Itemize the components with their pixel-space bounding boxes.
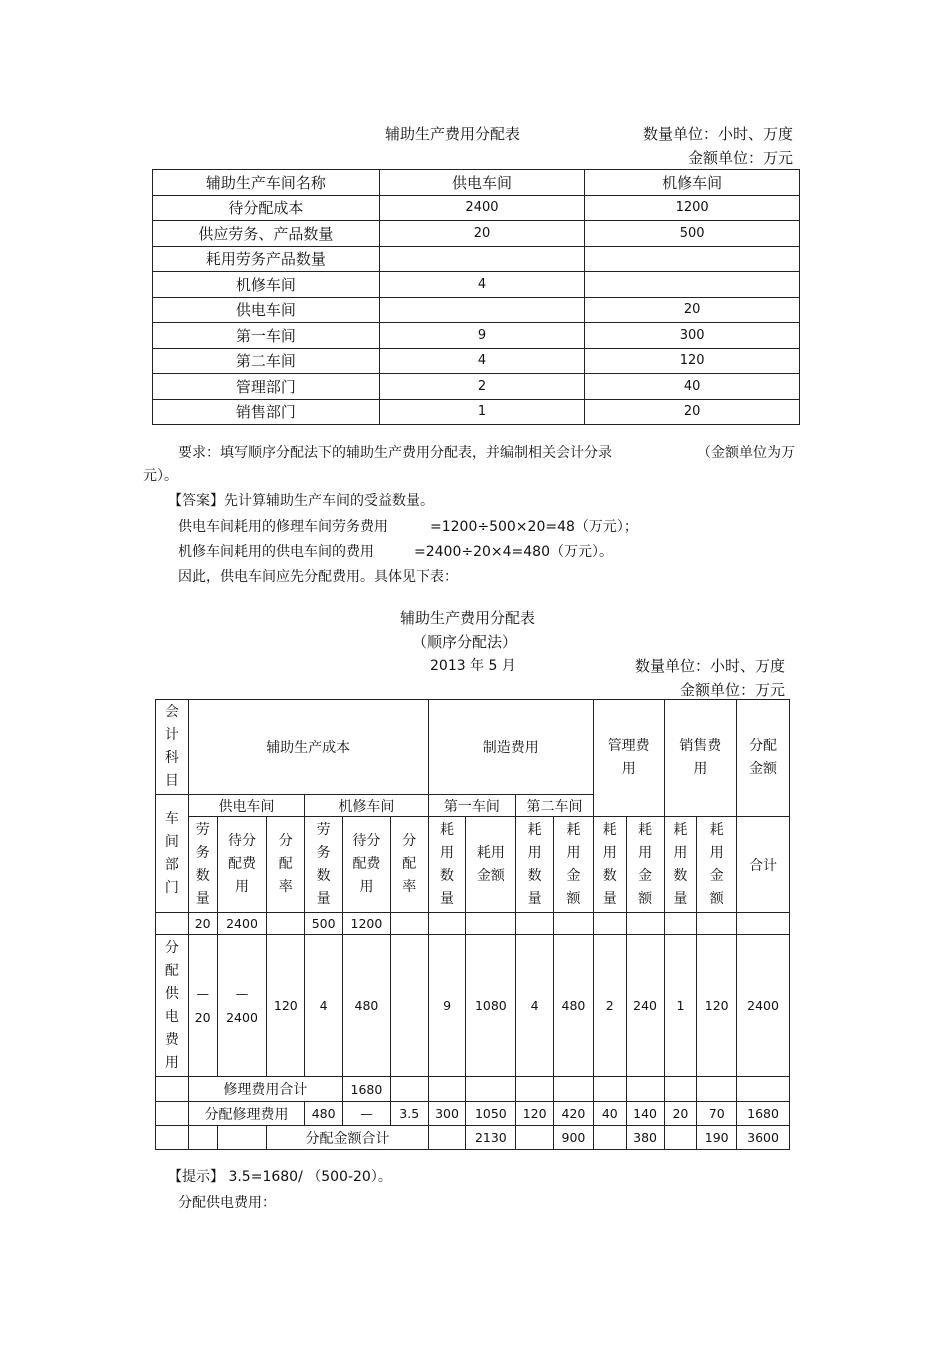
table2 — [155, 699, 790, 1150]
col-use-qty: 耗用数量 — [593, 817, 626, 913]
table2-unit-qty: 数量单位：小时、万度 — [634, 657, 785, 675]
cell: 1680 — [343, 1077, 391, 1102]
cell: 3.5 — [390, 1102, 428, 1126]
cell: 900 — [554, 1126, 594, 1150]
table1-header-cell: 供电车间 — [379, 170, 585, 196]
cell: 140 — [626, 1102, 664, 1126]
col-alloc-rate: 分配率 — [390, 817, 428, 913]
cell — [188, 1126, 217, 1150]
power-alloc-label: 分配供电费用 — [156, 935, 189, 1077]
col-use-amount: 耗用金额 — [466, 817, 516, 913]
cell: 500 — [305, 913, 343, 935]
cell — [428, 1126, 466, 1150]
table-row — [153, 297, 800, 323]
table1-header-cell: 辅助生产车间名称 — [153, 170, 380, 196]
cell: 120 — [585, 348, 800, 374]
row-label: 管理部门 — [153, 374, 380, 400]
cell — [390, 935, 428, 1077]
cell: 40 — [585, 374, 800, 400]
repair-alloc-label: 分配修理费用 — [188, 1102, 304, 1126]
power-alloc-heading: 分配供电费用： — [178, 1195, 276, 1211]
cell: 9 — [428, 935, 466, 1077]
cell — [428, 913, 466, 935]
cell — [217, 1126, 267, 1150]
cell — [267, 913, 305, 935]
aux-cost-header: 辅助生产成本 — [188, 700, 428, 795]
cell: — 2400 — [217, 935, 267, 1077]
cell — [697, 913, 737, 935]
cell: 4 — [305, 935, 343, 1077]
col-use-amount: 耗用金额 — [626, 817, 664, 913]
cell: 480 — [554, 935, 594, 1077]
cell — [664, 1126, 697, 1150]
table-row — [156, 913, 790, 935]
workshop-1-header: 第一车间 — [428, 795, 516, 817]
col-service-qty: 劳务数量 — [305, 817, 343, 913]
cell — [390, 913, 428, 935]
cell: 2130 — [466, 1126, 516, 1150]
cell: — — [343, 1102, 391, 1126]
row-label: 机修车间 — [153, 272, 380, 298]
col-use-qty: 耗用数量 — [516, 817, 554, 913]
table-row — [153, 272, 800, 298]
cell: 300 — [428, 1102, 466, 1126]
cell — [697, 1077, 737, 1102]
cell: 4 — [516, 935, 554, 1077]
cell: 2400 — [737, 935, 790, 1077]
table1-unit-qty: 数量单位：小时、万度 — [642, 125, 793, 143]
cell: 500 — [585, 221, 800, 247]
table-row — [156, 1102, 790, 1126]
cell: 1 — [379, 399, 585, 425]
cell: 240 — [626, 935, 664, 1077]
cell — [554, 1077, 594, 1102]
cell: 120 — [697, 935, 737, 1077]
cell — [593, 913, 626, 935]
row-label: 第一车间 — [153, 323, 380, 349]
table-row — [153, 323, 800, 349]
cell: 2 — [593, 935, 626, 1077]
table-row — [153, 399, 800, 425]
cell: 1 — [664, 935, 697, 1077]
cell: 20 — [188, 913, 217, 935]
cell: 120 — [516, 1102, 554, 1126]
row-label: 销售部门 — [153, 399, 380, 425]
cell — [516, 1077, 554, 1102]
cell — [585, 246, 800, 272]
table1 — [152, 169, 800, 425]
row-label: 待分配成本 — [153, 195, 380, 221]
table1-header-row — [153, 170, 800, 196]
cell — [626, 1077, 664, 1102]
cell: 2400 — [217, 913, 267, 935]
table-row — [153, 348, 800, 374]
calc-line-2b: =2400÷20×4=480（万元）。 — [414, 544, 613, 560]
requirement-text: 要求：填写顺序分配法下的辅助生产费用分配表，并编制相关会计分录 — [178, 445, 612, 461]
row-label: 耗用劳务产品数量 — [153, 246, 380, 272]
cell — [737, 913, 790, 935]
sales-cost-header: 销售费用 — [664, 700, 737, 817]
answer-heading: 【答案】先计算辅助生产车间的受益数量。 — [168, 493, 434, 509]
table1-header-cell: 机修车间 — [585, 170, 800, 196]
requirement-text-cont: 元）。 — [143, 468, 178, 484]
cell: 1200 — [343, 913, 391, 935]
cell: 20 — [585, 399, 800, 425]
table-row — [153, 221, 800, 247]
cell — [466, 913, 516, 935]
calc-line-2a: 机修车间耗用的供电车间的费用 — [178, 544, 374, 560]
table2-date: 2013 年 5 月 — [430, 658, 516, 674]
cell — [379, 246, 585, 272]
cell: 2400 — [379, 195, 585, 221]
workshop-dept-header: 车间部门 — [156, 795, 189, 913]
cell — [516, 913, 554, 935]
col-service-qty: 劳务数量 — [188, 817, 217, 913]
workshop-2-header: 第二车间 — [516, 795, 594, 817]
col-use-qty: 耗用数量 — [664, 817, 697, 913]
cell: 1080 — [466, 935, 516, 1077]
cell: 4 — [379, 272, 585, 298]
requirement-text-tail: （金额单位为万 — [697, 445, 795, 461]
cell: 190 — [697, 1126, 737, 1150]
row-label: 供应劳务、产品数量 — [153, 221, 380, 247]
table2-header-row-1 — [156, 700, 790, 795]
table2-subtitle: （顺序分配法） — [412, 633, 518, 651]
table2-header-row-3 — [156, 817, 790, 913]
table-row — [156, 935, 790, 1077]
calc-line-3: 因此，供电车间应先分配费用。具体见下表： — [178, 569, 458, 585]
cell: 20 — [664, 1102, 697, 1126]
cell: 20 — [379, 221, 585, 247]
table-row — [153, 246, 800, 272]
col-total: 合计 — [737, 817, 790, 913]
cell: 40 — [593, 1102, 626, 1126]
cell: 70 — [697, 1102, 737, 1126]
cell — [428, 1077, 466, 1102]
table2-title: 辅助生产费用分配表 — [400, 609, 536, 627]
col-use-qty: 耗用数量 — [428, 817, 466, 913]
row-label: 供电车间 — [153, 297, 380, 323]
cell: 120 — [267, 935, 305, 1077]
cell — [626, 913, 664, 935]
cell — [156, 1102, 189, 1126]
cell: — 20 — [188, 935, 217, 1077]
cell: 1680 — [737, 1102, 790, 1126]
cell: 380 — [626, 1126, 664, 1150]
table-row — [156, 1126, 790, 1150]
calc-line-1a: 供电车间耗用的修理车间劳务费用 — [178, 519, 388, 535]
hint-text: 【提示】 3.5=1680/ （500-20）。 — [168, 1169, 392, 1185]
cell — [593, 1126, 626, 1150]
col-cost-to-allocate: 待分配费用 — [343, 817, 391, 913]
cell: 1050 — [466, 1102, 516, 1126]
cell — [737, 1077, 790, 1102]
cell — [156, 913, 189, 935]
cell — [466, 1077, 516, 1102]
table1-title: 辅助生产费用分配表 — [385, 125, 521, 143]
sum-row-label: 分配金额合计 — [267, 1126, 428, 1150]
cell — [379, 297, 585, 323]
cell: 4 — [379, 348, 585, 374]
cell — [593, 1077, 626, 1102]
cell — [156, 1126, 189, 1150]
cell: 1200 — [585, 195, 800, 221]
table-row — [153, 195, 800, 221]
table1-unit-amt: 金额单位：万元 — [687, 149, 793, 167]
cell: 300 — [585, 323, 800, 349]
cell — [585, 272, 800, 298]
repair-total-label: 修理费用合计 — [188, 1077, 342, 1102]
power-workshop-header: 供电车间 — [188, 795, 304, 817]
cell — [664, 1077, 697, 1102]
account-subject-header: 会计科目 — [156, 700, 189, 795]
cell — [554, 913, 594, 935]
mgmt-cost-header: 管理费用 — [593, 700, 664, 817]
row-label: 第二车间 — [153, 348, 380, 374]
table-row — [156, 1077, 790, 1102]
cell: 20 — [585, 297, 800, 323]
cell — [390, 1077, 428, 1102]
cell — [664, 913, 697, 935]
table-row — [153, 374, 800, 400]
repair-workshop-header: 机修车间 — [305, 795, 428, 817]
alloc-amount-header: 分配金额 — [737, 700, 790, 817]
calc-line-1b: =1200÷500×20=48（万元）； — [430, 519, 638, 535]
cell: 2 — [379, 374, 585, 400]
cell — [156, 1077, 189, 1102]
cell: 9 — [379, 323, 585, 349]
table2-unit-amt: 金额单位：万元 — [679, 681, 785, 699]
cell — [516, 1126, 554, 1150]
mfg-cost-header: 制造费用 — [428, 700, 593, 795]
col-alloc-rate: 分配率 — [267, 817, 305, 913]
cell: 480 — [343, 935, 391, 1077]
col-use-amount: 耗用金额 — [554, 817, 594, 913]
cell: 420 — [554, 1102, 594, 1126]
cell: 480 — [305, 1102, 343, 1126]
col-use-amount: 耗用金额 — [697, 817, 737, 913]
col-cost-to-allocate: 待分配费用 — [217, 817, 267, 913]
cell: 3600 — [737, 1126, 790, 1150]
